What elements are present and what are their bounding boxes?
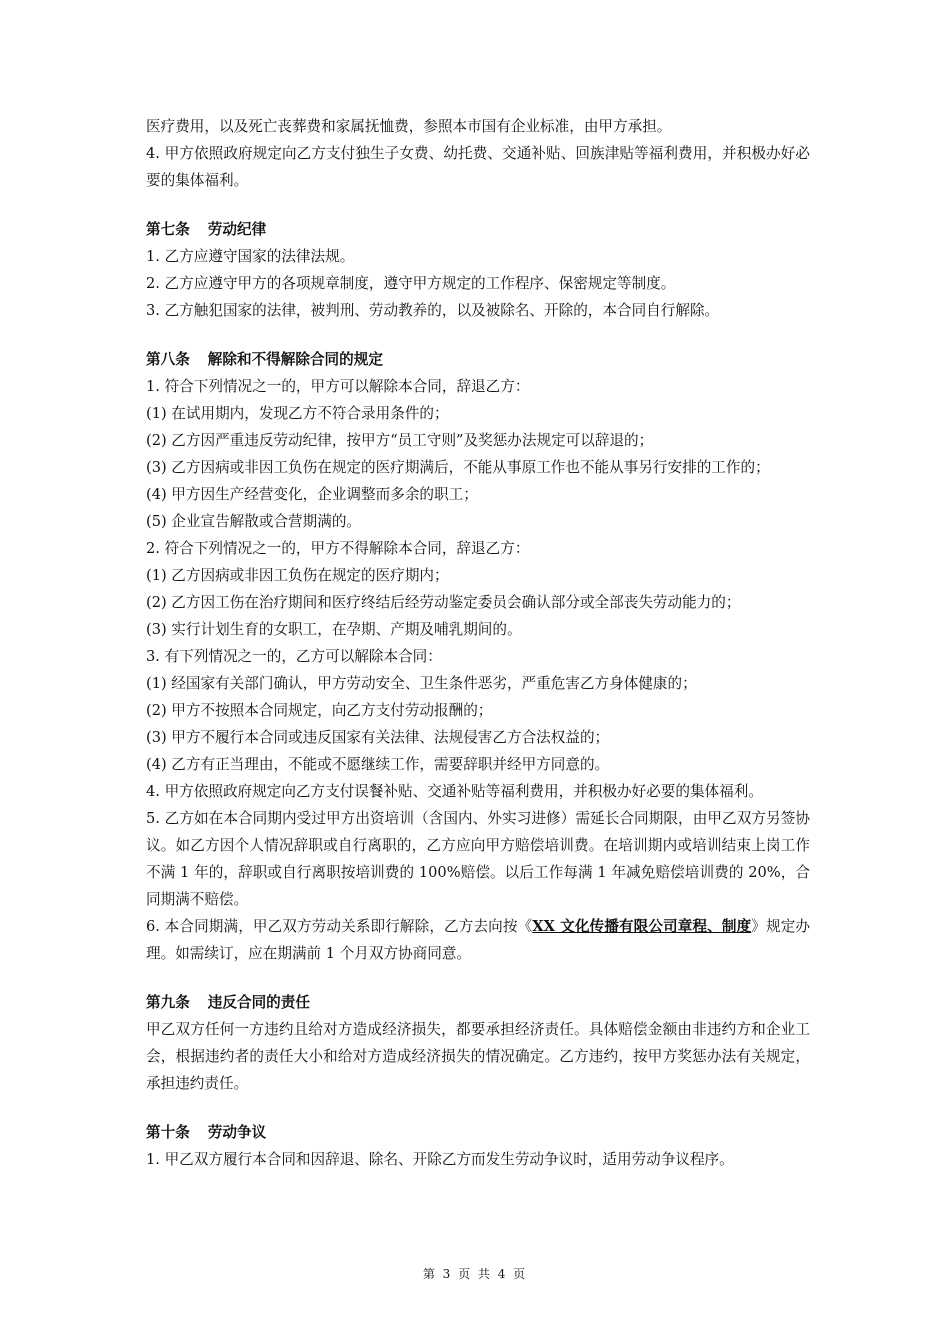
list-item: 3. 有下列情况之一的，乙方可以解除本合同： (146, 648, 442, 665)
article-title: 解除和不得解除合同的规定 (207, 351, 383, 368)
list-item: (2) 甲方不按照本合同规定，向乙方支付劳动报酬的； (146, 702, 493, 719)
item6-text-before: 6. 本合同期满，甲乙双方劳动关系即行解除，乙方去向按《 (146, 918, 533, 935)
article-9-heading (146, 989, 810, 1016)
article-8-heading (146, 346, 810, 373)
article-number: 第十条 (146, 1124, 190, 1141)
article-number: 第七条 (146, 221, 190, 238)
company-charter-reference: XX 文化传播有限公司章程、制度 (532, 918, 752, 935)
list-item: (1) 在试用期内，发现乙方不符合录用条件的； (146, 405, 449, 422)
list-item: 5. 乙方如在本合同期内受过甲方出资培训（含国内、外实习进修）需延长合同期限，由甲乙双方另签协议。如乙方因个人情况辞职或自行离职的，乙方应向甲方赔偿培训费。在培训期内或培训结束上岗工作不满 1 年的，辞职或自行离职按培训费的 100%赔偿。以后工作每满 1 年减免赔偿培训费的 20%，合同期满不赔偿。 (146, 810, 810, 908)
list-item: 1. 甲乙双方履行本合同和因辞退、除名、开除乙方而发生劳动争议时，适用劳动争议程序。 (146, 1151, 734, 1168)
list-item: (1) 乙方因病或非因工负伤在规定的医疗期内； (146, 567, 449, 584)
list-item: (1) 经国家有关部门确认，甲方劳动安全、卫生条件恶劣，严重危害乙方身体健康的； (146, 675, 697, 692)
paragraph: 4. 甲方依照政府规定向乙方支付独生子女费、幼托费、交通补贴、回族津贴等福利费用，并积极办好必要的集体福利。 (146, 145, 810, 189)
list-item: (4) 甲方因生产经营变化，企业调整而多余的职工； (146, 486, 478, 503)
paragraph: 甲乙双方任何一方违约且给对方造成经济损失，都要承担经济责任。具体赔偿金额由非违约方和企业工会，根据违约者的责任大小和给对方造成经济损失的情况确定。乙方违约，按甲方奖惩办法有关规定，承担违约责任。 (146, 1021, 810, 1092)
document-body (146, 113, 810, 1173)
list-item: (5) 企业宣告解散或合营期满的。 (146, 513, 362, 530)
article-title: 劳动争议 (207, 1124, 267, 1141)
list-item: (4) 乙方有正当理由，不能或不愿继续工作，需要辞职并经甲方同意的。 (146, 756, 610, 773)
article-title: 违反合同的责任 (207, 994, 310, 1011)
list-item: 2. 乙方应遵守甲方的各项规章制度，遵守甲方规定的工作程序、保密规定等制度。 (146, 275, 676, 292)
article-title: 劳动纪律 (207, 221, 267, 238)
article-7-heading (146, 216, 810, 243)
article-number: 第八条 (146, 351, 190, 368)
list-item: 4. 甲方依照政府规定向乙方支付误餐补贴、交通补贴等福利费用，并积极办好必要的集体福利。 (146, 783, 763, 800)
list-item: 1. 符合下列情况之一的，甲方可以解除本合同，辞退乙方： (146, 378, 530, 395)
paragraph-line: 医疗费用，以及死亡丧葬费和家属抚恤费，参照本市国有企业标准，由甲方承担。 (146, 118, 672, 135)
page-number: 第 3 页 共 4 页 (422, 1267, 528, 1281)
list-item: 2. 符合下列情况之一的，甲方不得解除本合同，辞退乙方： (146, 540, 530, 557)
article-number: 第九条 (146, 994, 190, 1011)
list-item: (3) 实行计划生育的女职工，在孕期、产期及哺乳期间的。 (146, 621, 522, 638)
list-item: (2) 乙方因工伤在治疗期间和医疗终结后经劳动鉴定委员会确认部分或全部丧失劳动能力的； (146, 594, 741, 611)
list-item: (2) 乙方因严重违反劳动纪律，按甲方“员工守则”及奖惩办法规定可以辞退的； (146, 432, 654, 449)
article-10-heading (146, 1119, 810, 1146)
item6-text-after: 》规定办理。如需续订，应在期满前 1 个月双方协商同意。 (146, 918, 810, 962)
list-item-6 (146, 913, 810, 967)
list-item: 1. 乙方应遵守国家的法律法规。 (146, 248, 355, 265)
list-item: 3. 乙方触犯国家的法律，被判刑、劳动教养的，以及被除名、开除的，本合同自行解除。 (146, 302, 720, 319)
list-item: (3) 乙方因病或非因工负伤在规定的医疗期满后，不能从事原工作也不能从事另行安排的工作的； (146, 459, 770, 476)
list-item: (3) 甲方不履行本合同或违反国家有关法律、法规侵害乙方合法权益的； (146, 729, 610, 746)
